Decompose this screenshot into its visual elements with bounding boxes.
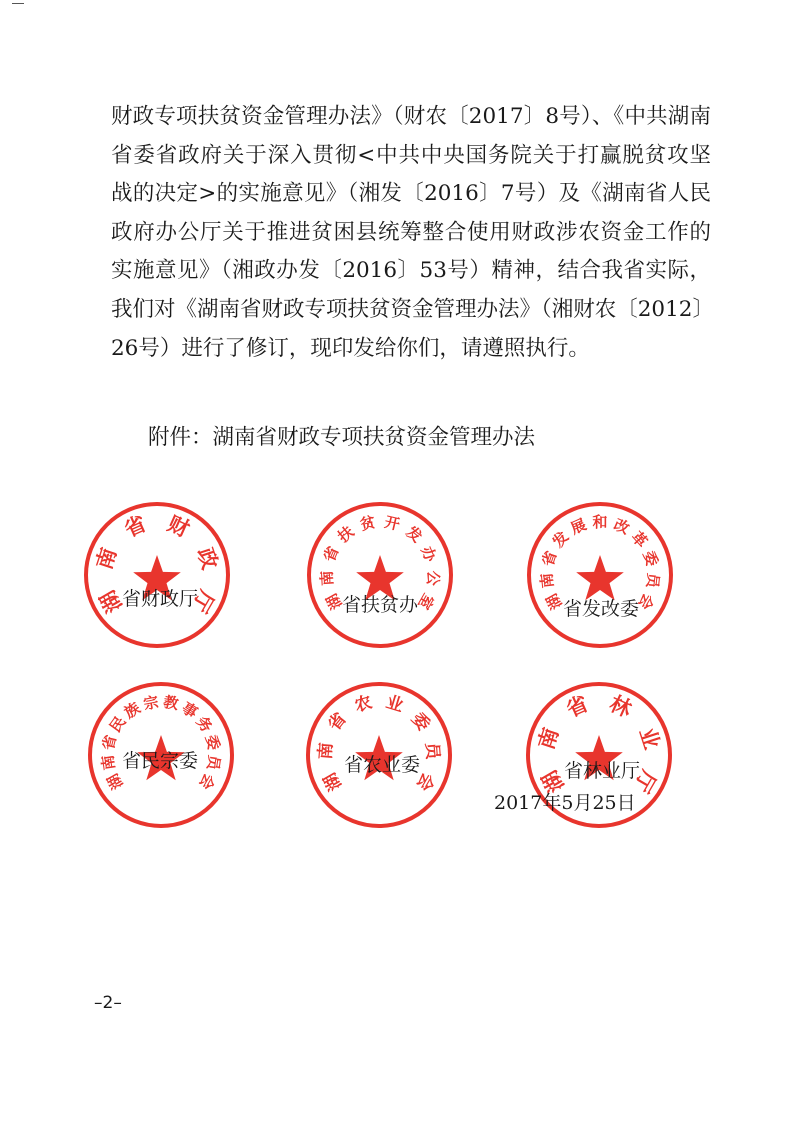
attachment-note: 附件：湖南省财政专项扶贫资金管理办法 bbox=[148, 425, 536, 450]
seal-forestry-char: 林 bbox=[606, 691, 636, 722]
seal-development-char: 省 bbox=[538, 548, 561, 569]
seal-development-char: 和 bbox=[592, 513, 608, 531]
seal-ethnic-char: 南 bbox=[98, 753, 119, 772]
seal-forestry-char: 省 bbox=[562, 691, 592, 722]
seal-finance-char: 南 bbox=[91, 544, 122, 573]
seal-forestry-char: 业 bbox=[634, 724, 665, 753]
seal-poverty-graphic bbox=[305, 500, 455, 650]
seal-poverty-char: 湖 bbox=[322, 590, 346, 613]
seal-poverty-char: 发 bbox=[402, 522, 426, 547]
signer-finance: 省财政厅 bbox=[122, 588, 199, 610]
seal-agriculture-char: 湖 bbox=[320, 769, 347, 794]
seal-ethnic-char: 员 bbox=[203, 753, 224, 772]
seal-agriculture-char: 会 bbox=[411, 769, 438, 794]
seal-ethnic-char: 教 bbox=[161, 692, 181, 714]
seal-finance-graphic bbox=[82, 500, 232, 650]
body-line-3: 战的决定>的实施意见》（湘发〔2016〕7号）及《湖南省人民 bbox=[111, 181, 711, 207]
seal-poverty-char: 开 bbox=[382, 512, 402, 534]
seal-development-char: 会 bbox=[634, 590, 658, 613]
seal-ethnic-char: 族 bbox=[121, 698, 144, 723]
seal-ethnic-char: 务 bbox=[192, 712, 216, 736]
seal-finance-char: 财 bbox=[164, 511, 194, 542]
body-line-2: 省委省政府关于深入贯彻<中共中央国务院关于打赢脱贫攻坚 bbox=[111, 142, 711, 168]
seal-agriculture-char: 农 bbox=[352, 692, 375, 717]
body-line-5: 实施意见》（湘政办发〔2016〕53号）精神，结合我省实际， bbox=[111, 258, 711, 284]
seal-development-char: 发 bbox=[548, 527, 573, 552]
seal-finance-char: 湖 bbox=[95, 586, 127, 617]
seal-ethnic-char: 省 bbox=[98, 733, 121, 752]
seal-development-char: 展 bbox=[567, 515, 589, 538]
seal-development-char: 改 bbox=[611, 515, 633, 538]
seal-agriculture-char: 业 bbox=[383, 692, 406, 717]
seal-finance bbox=[82, 500, 232, 650]
signer-poverty: 省扶贫办 bbox=[342, 594, 419, 616]
body-line-4: 政府办公厅关于推进贫困县统筹整合使用财政涉农资金工作的 bbox=[111, 219, 711, 245]
seal-forestry-char: 南 bbox=[533, 724, 564, 753]
seal-forestry-char: 厅 bbox=[629, 766, 661, 797]
seal-agriculture-char: 员 bbox=[421, 741, 443, 761]
seal-ethnic-char: 民 bbox=[106, 712, 130, 736]
body-paragraph bbox=[111, 98, 714, 368]
body-line-7: 26号）进行了修订，现印发给你们，请遵照执行。 bbox=[111, 335, 590, 361]
seal-development-char: 湖 bbox=[542, 590, 566, 613]
seal-finance-char: 政 bbox=[192, 544, 223, 573]
seal-ethnic-char: 事 bbox=[178, 698, 201, 723]
seal-poverty-char: 室 bbox=[414, 590, 438, 613]
seal-finance-char: 省 bbox=[120, 511, 150, 542]
seal-development bbox=[525, 500, 675, 650]
body-line-6: 我们对《湖南省财政专项扶贫资金管理办法》（湘财农〔2012〕 bbox=[111, 296, 714, 322]
signer-agriculture: 省农业委 bbox=[344, 754, 421, 776]
seal-agriculture-char: 委 bbox=[407, 709, 434, 735]
seal-ethnic-char: 宗 bbox=[141, 692, 161, 714]
seal-poverty-char: 南 bbox=[317, 570, 337, 587]
seal-forestry-char: 湖 bbox=[537, 766, 569, 797]
signer-forestry: 省林业厅 bbox=[564, 760, 641, 782]
seal-poverty-char: 贫 bbox=[358, 512, 378, 534]
issue-date: 2017年5月25日 bbox=[494, 792, 636, 814]
page-number: –2– bbox=[94, 993, 122, 1013]
seal-poverty-char: 公 bbox=[423, 570, 443, 587]
seal-poverty bbox=[305, 500, 455, 650]
scan-corner-mark bbox=[12, 3, 24, 4]
seal-poverty-char: 扶 bbox=[334, 522, 358, 547]
seal-poverty-char: 省 bbox=[320, 543, 343, 565]
seal-poverty-char: 办 bbox=[417, 543, 440, 565]
signer-development: 省发改委 bbox=[563, 598, 640, 620]
seal-agriculture-char: 省 bbox=[324, 709, 351, 735]
signer-ethnic: 省民宗委 bbox=[122, 750, 199, 772]
seal-development-char: 员 bbox=[642, 572, 663, 589]
seal-finance-char: 厅 bbox=[187, 586, 219, 617]
seal-development-char: 南 bbox=[537, 572, 558, 589]
body-line-1: 财政专项扶贫资金管理办法》（财农〔2017〕8号）、《中共湖南 bbox=[111, 104, 711, 129]
seal-agriculture-char: 南 bbox=[315, 741, 337, 761]
seal-ethnic-char: 湖 bbox=[103, 770, 127, 793]
seal-development-graphic bbox=[525, 500, 675, 650]
seal-ethnic-char: 会 bbox=[195, 770, 219, 793]
seal-development-char: 革 bbox=[627, 527, 652, 552]
seal-ethnic-char: 委 bbox=[201, 733, 224, 752]
seal-development-char: 委 bbox=[639, 548, 662, 569]
